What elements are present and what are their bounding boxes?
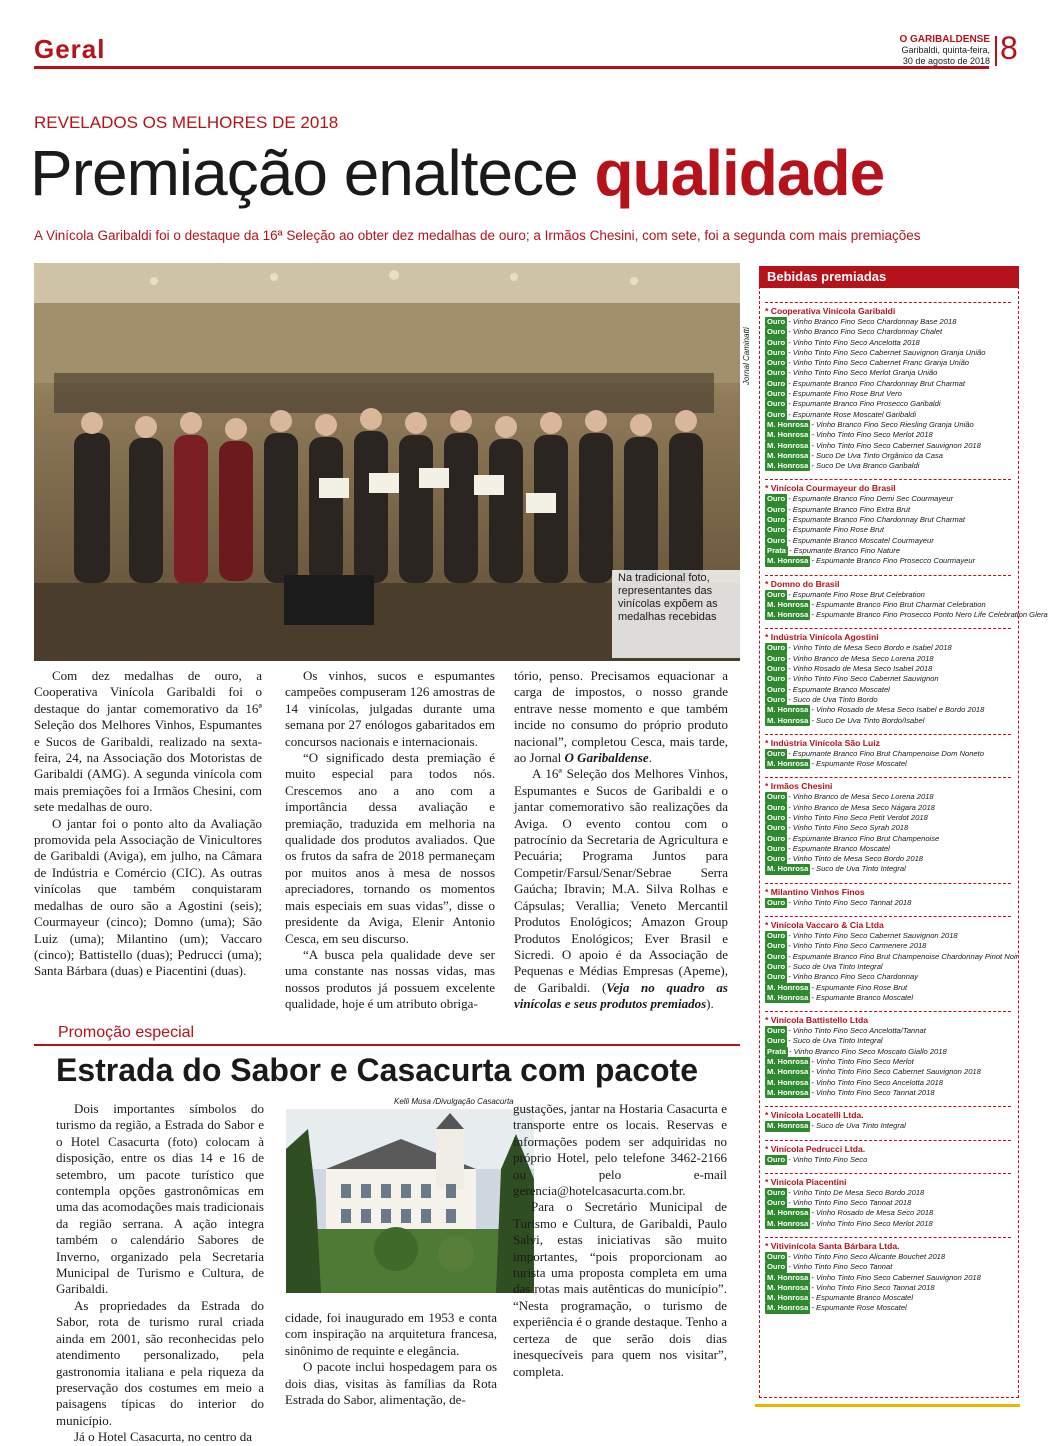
product-name: - Espumante Branco Fino Chardonnay Brut Charmat bbox=[788, 378, 965, 388]
award-item bbox=[765, 399, 1015, 409]
award-item bbox=[765, 951, 1019, 962]
medal-badge: Ouro bbox=[767, 378, 786, 388]
award-item bbox=[765, 536, 1015, 546]
paragraph: “O significado desta premiação é muito especial para todos nós. Crescemos ano a ano com a importância dessa avaliação e premiação, traduzida em melhoria na qualidade dos produtos avaliados. Que os frutos da safra de 2018 permaneçam por muitos anos à mesa de nossos apreciadores, tornando os momentos mais especiais em suas vidas”, disse o presidente da Aviga, Elenir Antonio Cesca, em seu discurso. bbox=[285, 750, 495, 946]
medal-badge: Ouro bbox=[767, 337, 786, 347]
medal-badge: M. Honrosa bbox=[767, 556, 809, 566]
paragraph: O pacote inclui hospedagem para os dois dias, visitas às famílias da Rota Estrada do Sabor, alimentação, de- bbox=[285, 1359, 497, 1408]
paper-info bbox=[855, 34, 990, 67]
paragraph: Para o Secretário Municipal de Turismo e Cultura, de Garibaldi, Paulo Salvi, estas iniciativas são muito importantes, “pois proporcionam ao turista uma proposta completa em uma das rotas mais autênticas do município”. “Nesta programação, o turismo de experiência é o grande destaque. Tenho a certeza de que serão dois dias inesquecíveis para quem nos visitar”, completa. bbox=[513, 1199, 727, 1379]
winery-group bbox=[765, 916, 1019, 1003]
award-item bbox=[765, 1155, 1015, 1165]
paper-name: O GARIBALDENSE bbox=[899, 34, 990, 45]
medal-badge: Ouro bbox=[767, 389, 786, 399]
medal-badge: Ouro bbox=[767, 684, 786, 694]
product-name: - Espumante Branco Fino Brut Champenoise Chardonnay Pinot Noir bbox=[788, 951, 1019, 961]
award-item bbox=[765, 716, 1015, 726]
award-item bbox=[765, 389, 1015, 399]
medal-badge: Ouro bbox=[767, 409, 786, 419]
medal-badge: Prata bbox=[767, 545, 786, 555]
award-item bbox=[765, 674, 1015, 684]
winery-group bbox=[765, 777, 1015, 874]
product-name: - Vinho Tinto de Mesa Seco Bordo 2018 bbox=[788, 854, 924, 864]
award-item bbox=[765, 962, 1015, 972]
award-item bbox=[765, 813, 1015, 823]
paragraph: “A busca pela qualidade deve ser uma constante nas nossas vidas, mas nossos produtos já possuem excelente qualidade, hoje é um atributo obriga- bbox=[285, 946, 495, 1012]
medal-badge: M. Honrosa bbox=[767, 1121, 809, 1131]
product-name: - Espumante Branco Fino Prosecco Garibaldi bbox=[788, 399, 941, 409]
winery-group bbox=[765, 575, 1048, 621]
winery-group bbox=[765, 883, 1015, 908]
medal-badge: Ouro bbox=[767, 843, 786, 853]
medal-badge: Ouro bbox=[767, 1198, 786, 1208]
product-name: - Espumante Rose Moscatel bbox=[811, 1303, 907, 1313]
product-name: - Vinho Tinto Fino Seco Ancelotta 2018 bbox=[788, 337, 920, 347]
medal-badge: Ouro bbox=[767, 1026, 786, 1036]
award-item bbox=[765, 695, 1015, 705]
medal-badge: M. Honrosa bbox=[767, 461, 809, 471]
product-name: - Vinho Tinto Fino Seco Ancelotta 2018 bbox=[811, 1077, 944, 1087]
winery-group bbox=[765, 1106, 1015, 1131]
award-item bbox=[765, 749, 1015, 759]
award-item bbox=[765, 844, 1015, 854]
medal-badge: Prata bbox=[767, 1046, 786, 1056]
product-name: - Vinho Branco Fino Seco Moscato Giallo 2018 bbox=[789, 1046, 947, 1056]
product-name: - Espumante Fino Rose Brut bbox=[788, 525, 884, 535]
product-name: - Espumante Branco Moscatel bbox=[788, 843, 890, 853]
product-name: - Vinho Branco Fino Seco Riesling Granja União bbox=[811, 419, 974, 429]
product-name: - Vinho Branco de Mesa Seco Lorena 2018 bbox=[788, 792, 934, 802]
award-item bbox=[765, 420, 1015, 430]
product-name: - Vinho Tinto Fino Seco Merlot 2018 bbox=[811, 1218, 933, 1228]
medal-badge: Ouro bbox=[767, 643, 786, 653]
product-name: - Vinho Tinto Fino Seco Cabernet Sauvignon bbox=[788, 674, 939, 684]
header-rule bbox=[34, 66, 989, 69]
winery-group bbox=[765, 302, 1015, 471]
paragraph: A 16ª Seleção dos Melhores Vinhos, Espumantes e Sucos de Garibaldi e o jantar comemorativo são realizações da Aviga. O evento contou com o patrocínio da Secretaria de Agricultura e Pecuária; Programa Juntos para Competir/Farsul/Senar/Sebrae Serra Gaúcha; Ibravin; M.A. Silva Rolhas e Cápsulas; Verallia; Veneto Mercantil Produtos Enológicos; Amazon Group Produtos Enológicos; Ever Brasil e Sicredi. O apoio é da Associação de Pequenas e Médias Empresas (Apeme), de Garibaldi. (Veja no quadro as vinícolas e seus produtos premiados). bbox=[514, 766, 728, 1012]
product-name: - Vinho Tinto Fino Seco Petit Verdot 2018 bbox=[788, 812, 928, 822]
product-name: - Espumante Branco Fino Extra Brut bbox=[788, 504, 911, 514]
product-name: - Vinho Branco Fino Seco Chardonnay bbox=[788, 972, 919, 982]
winery-group bbox=[765, 1140, 1015, 1165]
medal-badge: Ouro bbox=[767, 961, 786, 971]
award-item bbox=[765, 546, 1015, 556]
award-item bbox=[765, 1078, 1015, 1088]
article-headline: Premiação enaltece qualidade bbox=[30, 137, 885, 209]
awards-box-title: Bebidas premiadas bbox=[759, 266, 1019, 288]
medal-badge: Ouro bbox=[767, 823, 786, 833]
product-name: - Vinho Tinto Fino Seco Cabernet Franc Granja União bbox=[788, 358, 970, 368]
article-column-3 bbox=[514, 668, 728, 1013]
winery-group bbox=[765, 734, 1015, 770]
product-name: - Espumante Branco Moscatel bbox=[811, 1293, 914, 1303]
award-item bbox=[765, 705, 1015, 715]
medal-badge: M. Honrosa bbox=[767, 715, 809, 725]
award-item bbox=[765, 1303, 1015, 1313]
medal-badge: Ouro bbox=[767, 504, 786, 514]
winery-name: * Cooperativa Vinícola Garibaldi bbox=[765, 302, 1011, 317]
paragraph: gustações, jantar na Hostaria Casacurta e transporte entre os locais. Reservas e informações podem ser adquiridas no próprio Hotel, pelo telefone 3462-2166 ou pelo e-mail gerencia@hotelcasacurta.com.br. bbox=[513, 1101, 727, 1199]
award-item bbox=[765, 983, 1015, 993]
medal-badge: Ouro bbox=[767, 802, 786, 812]
award-item bbox=[765, 898, 1015, 908]
award-item bbox=[765, 1026, 1015, 1036]
medal-badge: Ouro bbox=[767, 748, 786, 758]
product-name: - Suco de Uva Tinto Bordo bbox=[788, 694, 878, 704]
product-name: - Vinho Tinto Fino Seco Cabernet Sauvignon 2018 bbox=[811, 440, 981, 450]
award-item bbox=[765, 834, 1015, 844]
medal-badge: M. Honrosa bbox=[767, 982, 809, 992]
medal-badge: M. Honrosa bbox=[767, 1303, 809, 1313]
product-name: - Espumante Branco Fino Brut Champenoise bbox=[788, 833, 940, 843]
medal-badge: Ouro bbox=[767, 951, 786, 961]
winery-group bbox=[765, 479, 1015, 566]
article-kicker: REVELADOS OS MELHORES DE 2018 bbox=[34, 113, 339, 132]
medal-badge: Ouro bbox=[767, 1154, 786, 1164]
award-item bbox=[765, 358, 1015, 368]
award-item bbox=[765, 590, 1015, 600]
paper-date-line2: 30 de agosto de 2018 bbox=[902, 56, 990, 66]
product-name: - Vinho Tinto Fino Seco Carmenere 2018 bbox=[788, 941, 927, 951]
award-item bbox=[765, 1036, 1015, 1046]
medal-badge: M. Honrosa bbox=[767, 430, 809, 440]
medal-badge: M. Honrosa bbox=[767, 599, 809, 609]
article-column-2 bbox=[285, 668, 495, 1013]
medal-badge: M. Honrosa bbox=[767, 1293, 809, 1303]
article-column-1 bbox=[34, 668, 262, 980]
winery-name: * Vinícola Courmayeur do Brasil bbox=[765, 479, 1011, 494]
product-name: - Vinho Tinto Fino Seco Cabernet Sauvignon 2018 bbox=[811, 1067, 981, 1077]
winery-name: * Indústria Vinícola Agostini bbox=[765, 628, 1011, 643]
medal-badge: Ouro bbox=[767, 1252, 786, 1261]
medal-badge: Ouro bbox=[767, 972, 786, 982]
product-name: - Espumante Branco Fino Brut Charmat Celebration bbox=[811, 599, 986, 609]
winery-name: * Vinícola Piacentini bbox=[765, 1173, 1011, 1188]
product-name: - Vinho Tinto De Mesa Seco Bordo 2018 bbox=[788, 1187, 925, 1197]
paragraph: Os vinhos, sucos e espumantes campeões compuseram 126 amostras de 14 vinícolas, julgadas durante uma semana por 27 enólogos gabaritados em concursos nacionais e internacionais. bbox=[285, 668, 495, 749]
award-item bbox=[765, 610, 1048, 620]
medal-badge: M. Honrosa bbox=[767, 440, 809, 450]
award-item bbox=[765, 379, 1015, 389]
winery-name: * Indústria Vinícola São Luiz bbox=[765, 734, 1011, 749]
award-item bbox=[765, 430, 1015, 440]
medal-badge: M. Honrosa bbox=[767, 864, 809, 874]
product-name: - Vinho Rosado de Mesa Seco 2018 bbox=[811, 1208, 934, 1218]
award-item bbox=[765, 1047, 1015, 1057]
awards-list bbox=[765, 302, 1048, 1322]
promo-column-2 bbox=[285, 1310, 497, 1408]
award-item bbox=[765, 823, 1015, 833]
product-name: - Suco De Uva Tinto Orgânico da Casa bbox=[811, 450, 943, 460]
product-name: - Vinho Tinto Fino Seco Tannat 2018 bbox=[788, 1198, 912, 1208]
medal-badge: Ouro bbox=[767, 674, 786, 684]
medal-badge: Ouro bbox=[767, 347, 786, 357]
product-name: - Vinho Tinto Fino Seco Cabernet Sauvignon 2018 bbox=[788, 931, 958, 941]
paragraph: Com dez medalhas de ouro, a Cooperativa Vinícola Garibaldi foi o destaque do jantar comemorativo da 16ª Seleção dos Melhores Vinhos, Espumantes e Sucos de Garibaldi, realizado na sexta-feira, 24, na Associação dos Motoristas de Garibaldi (AMG). A segunda vinícola com mais premiações foi a Irmãos Chesini, com sete medalhas de ouro. bbox=[34, 668, 262, 815]
paragraph: Dois importantes símbolos do turismo da região, a Estrada do Sabor e o Hotel Casacurta (foto) colocam à disposição, entre os dias 14 e 16 de setembro, um pacote turístico que contempla opções gastronômicas em uma das acomodações mais tradicionais da região serrana. A ação integra também o calendário Sabores de Inverno, organizado pela Secretaria Municipal de Turismo e Cultura, de Garibaldi. bbox=[56, 1101, 264, 1297]
medal-badge: Ouro bbox=[767, 653, 786, 663]
product-name: - Vinho Tinto Fino Seco Tannat 2018 bbox=[811, 1282, 935, 1292]
award-item bbox=[765, 338, 1015, 348]
medal-badge: Ouro bbox=[767, 494, 786, 504]
award-item bbox=[765, 993, 1015, 1003]
medal-badge: M. Honrosa bbox=[767, 1087, 809, 1097]
award-item bbox=[765, 348, 1015, 358]
award-item bbox=[765, 451, 1015, 461]
promo-headline: Estrada do Sabor e Casacurta com pacote bbox=[56, 1052, 698, 1088]
promo-rule bbox=[34, 1044, 740, 1046]
medal-badge: Ouro bbox=[767, 317, 786, 326]
product-name: - Suco de Uva Tinto Integral bbox=[788, 1036, 883, 1046]
award-item bbox=[765, 864, 1015, 874]
award-item bbox=[765, 505, 1015, 515]
photo-caption: Na tradicional foto, representantes das vinícolas expõem as medalhas recebidas bbox=[612, 570, 740, 658]
award-item bbox=[765, 931, 1015, 941]
award-item bbox=[765, 654, 1015, 664]
photo-credit: Jornal Caminatti bbox=[742, 327, 751, 385]
award-item bbox=[765, 1057, 1015, 1067]
medal-badge: M. Honrosa bbox=[767, 759, 809, 769]
product-name: - Espumante Branco Fino Brut Champenoise Dom Noneto bbox=[788, 748, 984, 758]
product-name: - Vinho Tinto de Mesa Seco Bordo e Isabel 2018 bbox=[788, 643, 952, 653]
award-item bbox=[765, 525, 1015, 535]
product-name: - Espumante Fino Rose Brut Vero bbox=[788, 389, 902, 399]
product-name: - Vinho Tinto Fino Seco Merlot Granja União bbox=[788, 368, 938, 378]
product-name: - Vinho Branco Fino Seco Chardonnay Chalet bbox=[788, 327, 943, 337]
award-item bbox=[765, 1262, 1015, 1272]
award-item bbox=[765, 972, 1015, 982]
medal-badge: Ouro bbox=[767, 833, 786, 843]
winery-group bbox=[765, 628, 1015, 725]
medal-badge: Ouro bbox=[767, 589, 786, 599]
award-item bbox=[765, 759, 1015, 769]
product-name: - Vinho Rosado de Mesa Seco Isabel 2018 bbox=[788, 664, 933, 674]
product-name: - Vinho Tinto Fino Seco Merlot 2018 bbox=[811, 430, 933, 440]
award-item bbox=[765, 1283, 1015, 1293]
award-item bbox=[765, 1293, 1015, 1303]
product-name: - Vinho Tinto Fino Seco Cabernet Sauvignon Granja União bbox=[788, 347, 986, 357]
promo-label: Promoção especial bbox=[58, 1024, 195, 1041]
medal-badge: M. Honrosa bbox=[767, 1057, 809, 1067]
product-name: - Espumante Branco Fino Chardonnay Brut Charmat bbox=[788, 515, 965, 525]
promo-photo-credit: Kelli Musa /Divulgação Casacurta bbox=[394, 1097, 514, 1106]
medal-badge: M. Honrosa bbox=[767, 450, 809, 460]
award-item bbox=[765, 1188, 1015, 1198]
award-item bbox=[765, 664, 1015, 674]
medal-badge: Ouro bbox=[767, 694, 786, 704]
award-item bbox=[765, 1208, 1015, 1218]
product-name: - Vinho Tinto Fino Seco Ancelotta/Tannat bbox=[788, 1026, 926, 1036]
winery-name: * Irmãos Chesini bbox=[765, 777, 1011, 792]
product-name: - Espumante Fino Rose Brut Celebration bbox=[788, 589, 925, 599]
paragraph: Já o Hotel Casacurta, no centro da bbox=[74, 1429, 252, 1445]
award-item bbox=[765, 494, 1015, 504]
award-item bbox=[765, 600, 1015, 610]
medal-badge: M. Honrosa bbox=[767, 1077, 809, 1087]
award-item bbox=[765, 1121, 1015, 1131]
award-item bbox=[765, 1219, 1015, 1229]
award-item bbox=[765, 1273, 1015, 1283]
winery-name: * Milantino Vinhos Finos bbox=[765, 883, 1011, 898]
award-item bbox=[765, 792, 1015, 802]
product-name: - Suco de Uva Tinto Integral bbox=[811, 864, 906, 874]
product-name: - Vinho Tinto Fino Seco bbox=[788, 1154, 868, 1164]
product-name: - Espumante Branco Fino Nature bbox=[789, 545, 901, 555]
medal-badge: Ouro bbox=[767, 792, 786, 802]
award-item bbox=[765, 410, 1015, 420]
page-divider bbox=[995, 36, 997, 66]
award-item bbox=[765, 461, 1015, 471]
award-item bbox=[765, 515, 1015, 525]
medal-badge: M. Honrosa bbox=[767, 1208, 809, 1218]
award-item bbox=[765, 556, 1015, 566]
page-number: 8 bbox=[1000, 30, 1018, 66]
winery-name: * Vinícola Vaccaro & Cia Ltda bbox=[765, 916, 1011, 931]
medal-badge: Ouro bbox=[767, 854, 786, 864]
winery-name: * Vinícola Locatelli Ltda. bbox=[765, 1106, 1011, 1121]
product-name: - Vinho Branco Fino Seco Chardonnay Base 2018 bbox=[788, 317, 957, 326]
product-name: - Suco de Uva Tinto Integral bbox=[811, 1121, 906, 1131]
paragraph: tório, penso. Precisamos equacionar a carga de impostos, o nosso grande entrave nesse momento e que também incide no consumo do próprio produto nacional”, completou Cesca, mais tarde, ao Jornal O Garibaldense. bbox=[514, 668, 728, 766]
promo-column-1 bbox=[56, 1101, 264, 1446]
award-item bbox=[765, 1252, 1015, 1262]
medal-badge: Ouro bbox=[767, 931, 786, 941]
winery-group bbox=[765, 1237, 1015, 1314]
product-name: - Espumante Branco Moscatel bbox=[788, 684, 890, 694]
paragraph: As propriedades da Estrada do Sabor, rota de turismo rural criada ainda em 2001, são reconhecidas pelo atendimento personalizado, pela gastronomia italiana e pela riqueza da preservação dos costumes em meio a paisagens típicas do interior do município. bbox=[56, 1297, 264, 1428]
award-item bbox=[765, 941, 1015, 951]
product-name: - Espumante Branco Moscatel bbox=[811, 992, 914, 1002]
winery-name: * Vinícola Battistello Ltda bbox=[765, 1011, 1011, 1026]
product-name: - Vinho Tinto Fino Seco Tannat bbox=[788, 1262, 893, 1272]
award-item bbox=[765, 685, 1015, 695]
medal-badge: Ouro bbox=[767, 515, 786, 525]
product-name: - Vinho Tinto Fino Seco Tannat 2018 bbox=[788, 897, 912, 907]
hotel-photo bbox=[286, 1109, 534, 1293]
medal-badge: M. Honrosa bbox=[767, 1282, 809, 1292]
medal-badge: Ouro bbox=[767, 535, 786, 545]
medal-badge: Ouro bbox=[767, 399, 786, 409]
medal-badge: M. Honrosa bbox=[767, 705, 809, 715]
award-item bbox=[765, 441, 1015, 451]
medal-badge: Ouro bbox=[767, 664, 786, 674]
winery-group bbox=[765, 1173, 1015, 1229]
award-item bbox=[765, 1067, 1015, 1077]
product-name: - Espumante Branco Fino Prosecco Courmayeur bbox=[811, 556, 976, 566]
award-item bbox=[765, 1198, 1015, 1208]
award-item bbox=[765, 643, 1015, 653]
medal-badge: M. Honrosa bbox=[767, 1067, 809, 1077]
product-name: - Espumante Rose Moscatel Garibaldi bbox=[788, 409, 917, 419]
award-item bbox=[765, 317, 1015, 327]
product-name: - Suco De Uva Branco Garibaldi bbox=[811, 461, 920, 471]
medal-badge: Ouro bbox=[767, 525, 786, 535]
winery-group bbox=[765, 1011, 1015, 1098]
medal-badge: Ouro bbox=[767, 941, 786, 951]
bottom-rule bbox=[755, 1404, 1020, 1407]
medal-badge: M. Honrosa bbox=[767, 419, 809, 429]
product-name: - Suco de Uva Tinto Integral bbox=[788, 961, 883, 971]
promo-column-3 bbox=[513, 1101, 727, 1380]
product-name: - Suco De Uva Tinto Bordo/Isabel bbox=[811, 715, 925, 725]
paper-date-line1: Garibaldi, quinta-feira, bbox=[901, 45, 990, 55]
award-item bbox=[765, 368, 1015, 378]
product-name: - Vinho Tinto Fino Seco Tannat 2018 bbox=[811, 1087, 935, 1097]
winery-name: * Vinícola Pedrucci Ltda. bbox=[765, 1140, 1011, 1155]
medal-badge: Ouro bbox=[767, 1262, 786, 1272]
paragraph: O jantar foi o ponto alto da Avaliação promovida pela Associação de Vinicultores de Garibaldi (Aviga), em julho, na Câmara de Indústria e Comércio (CIC). As outras vinícolas que também conquistaram medalhas de ouro são a Agostini (seis); Courmayeur (cinco); Domno (uma); São Luiz (uma); Milantino (um); Vaccaro (cinco); Battistello (duas); Pedrucci (uma); Santa Bárbara (duas) e Piacentini (duas). bbox=[34, 815, 262, 979]
medal-badge: Ouro bbox=[767, 897, 786, 907]
product-name: - Vinho Rosado de Mesa Seco Isabel e Bordo 2018 bbox=[811, 705, 985, 715]
winery-name: * Vitivinícola Santa Bárbara Ltda. bbox=[765, 1237, 1011, 1252]
article-deck: A Vinícola Garibaldi foi o destaque da 16ª Seleção ao obter dez medalhas de ouro; a Irmãos Chesini, com sete, foi a segunda com mais premiações bbox=[34, 228, 921, 243]
medal-badge: Ouro bbox=[767, 368, 786, 378]
medal-badge: M. Honrosa bbox=[767, 1218, 809, 1228]
section-label: Geral bbox=[34, 34, 106, 64]
product-name: - Vinho Branco de Mesa Seco Nágara 2018 bbox=[788, 802, 935, 812]
product-name: - Vinho Tinto Fino Seco Alicante Bouchet 2018 bbox=[788, 1252, 946, 1261]
product-name: - Vinho Tinto Fino Seco Syrah 2018 bbox=[788, 823, 909, 833]
product-name: - Vinho Branco de Mesa Seco Lorena 2018 bbox=[788, 653, 934, 663]
medal-badge: M. Honrosa bbox=[767, 1272, 809, 1282]
product-name: - Vinho Tinto Fino Seco Cabernet Sauvignon 2018 bbox=[811, 1272, 981, 1282]
product-name: - Espumante Branco Fino Demi Sec Courmayeur bbox=[788, 494, 954, 504]
award-item bbox=[765, 854, 1015, 864]
award-item bbox=[765, 327, 1015, 337]
medal-badge: Ouro bbox=[767, 812, 786, 822]
medal-badge: Ouro bbox=[767, 327, 786, 337]
medal-badge: M. Honrosa bbox=[767, 610, 809, 620]
award-item bbox=[765, 1088, 1015, 1098]
winery-name: * Domno do Brasil bbox=[765, 575, 1011, 590]
award-item bbox=[765, 803, 1015, 813]
product-name: - Espumante Fino Rose Brut bbox=[811, 982, 908, 992]
medal-badge: Ouro bbox=[767, 358, 786, 368]
medal-badge: Ouro bbox=[767, 1187, 786, 1197]
product-name: - Espumante Rose Moscatel bbox=[811, 759, 907, 769]
product-name: - Vinho Tinto Fino Seco Merlot bbox=[811, 1057, 914, 1067]
medal-badge: M. Honrosa bbox=[767, 992, 809, 1002]
paragraph: cidade, foi inaugurado em 1953 e conta com inspiração na arquitetura francesa, sinônimo de requinte e elegância. bbox=[285, 1310, 497, 1358]
product-name: - Espumante Branco Moscatel Courmayeur bbox=[788, 535, 934, 545]
medal-badge: Ouro bbox=[767, 1036, 786, 1046]
product-name: - Espumante Branco Fino Prosecco Ponto Nero Life Celebration Glera bbox=[811, 610, 1048, 620]
